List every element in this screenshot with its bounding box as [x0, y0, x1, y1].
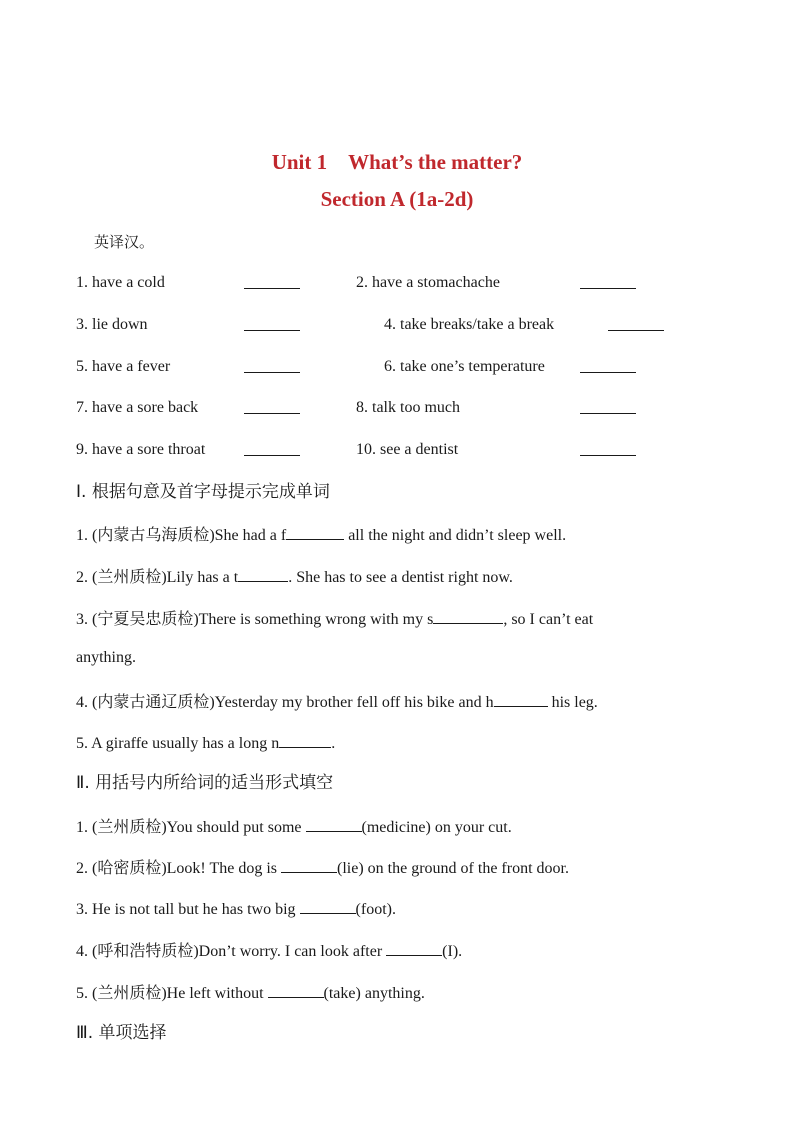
- answer-blank-4[interactable]: [608, 315, 664, 337]
- item-text-pre: 3. (宁夏吴忠质检)There is something wrong with my s: [76, 611, 434, 628]
- phrase-1: 1. have a cold: [76, 274, 165, 291]
- fill-blank[interactable]: [306, 816, 362, 832]
- item-text-post: (medicine) on your cut.: [361, 819, 512, 836]
- intro-instruction: 英译汉。: [94, 233, 155, 251]
- item-text-post: (lie) on the ground of the front door.: [337, 860, 569, 877]
- item-text-post: , so I can’t eat: [503, 611, 594, 628]
- item-text-post: (I).: [442, 943, 463, 960]
- phrase-4: 4. take breaks/take a break: [384, 316, 555, 333]
- item-text-post: .: [331, 735, 336, 752]
- answer-blank-5[interactable]: [244, 357, 300, 379]
- section-1-item-2: [76, 566, 513, 588]
- item-text-post: (foot).: [355, 901, 396, 918]
- section-3-heading: Ⅲ. 单项选择: [76, 1023, 167, 1043]
- item-text-pre: 1. (兰州质检)You should put some: [76, 819, 306, 836]
- answer-blank-7[interactable]: [244, 398, 300, 420]
- section-2-heading: Ⅱ. 用括号内所给词的适当形式填空: [76, 773, 334, 793]
- phrase-5: 5. have a fever: [76, 358, 171, 375]
- section-1-item-5: [76, 732, 335, 754]
- fill-blank[interactable]: [281, 857, 337, 873]
- section-1-item-4: [76, 691, 598, 713]
- item-text-pre: 2. (兰州质检)Lily has a t: [76, 569, 239, 586]
- answer-blank-10[interactable]: [580, 440, 636, 462]
- answer-blank-9[interactable]: [244, 440, 300, 462]
- item-text-pre: 3. He is not tall but he has two big: [76, 901, 300, 918]
- item-text-pre: 1. (内蒙古乌海质检)She had a f: [76, 527, 287, 544]
- item-text-post: . She has to see a dentist right now.: [288, 569, 513, 586]
- phrase-9: 9. have a sore throat: [76, 441, 206, 458]
- fill-blank[interactable]: [494, 691, 548, 707]
- section-2-item-4: [76, 940, 462, 962]
- item-text-post: (take) anything.: [323, 985, 425, 1002]
- page-subtitle: Section A (1a-2d): [320, 187, 474, 211]
- section-1-item-3-continued: anything.: [76, 649, 136, 666]
- section-2-item-5: [76, 982, 425, 1004]
- item-text-pre: 5. (兰州质检)He left without: [76, 985, 268, 1002]
- section-1-item-3: [76, 608, 593, 630]
- fill-blank[interactable]: [286, 524, 344, 540]
- page-title: Unit 1 What’s the matter?: [271, 150, 523, 174]
- section-1-heading: Ⅰ. 根据句意及首字母提示完成单词: [76, 482, 330, 502]
- fill-blank[interactable]: [279, 732, 331, 748]
- phrase-6: 6. take one’s temperature: [384, 358, 545, 375]
- section-1-item-1: [76, 524, 566, 546]
- fill-blank[interactable]: [300, 898, 356, 914]
- answer-blank-1[interactable]: [244, 273, 300, 295]
- answer-blank-3[interactable]: [244, 315, 300, 337]
- fill-blank[interactable]: [268, 982, 324, 998]
- phrase-2: 2. have a stomachache: [356, 274, 500, 291]
- section-2-item-2: [76, 857, 569, 879]
- phrase-10: 10. see a dentist: [356, 441, 459, 458]
- phrase-3: 3. lie down: [76, 316, 148, 333]
- phrase-7: 7. have a sore back: [76, 399, 199, 416]
- item-text-post: his leg.: [547, 694, 598, 711]
- fill-blank[interactable]: [433, 608, 503, 624]
- item-text-pre: 2. (哈密质检)Look! The dog is: [76, 860, 282, 877]
- answer-blank-6[interactable]: [580, 357, 636, 379]
- item-text-post: all the night and didn’t sleep well.: [344, 527, 567, 544]
- item-text-pre: 5. A giraffe usually has a long n: [76, 735, 280, 752]
- fill-blank[interactable]: [386, 940, 442, 956]
- answer-blank-8[interactable]: [580, 398, 636, 420]
- answer-blank-2[interactable]: [580, 273, 636, 295]
- section-2-item-3: [76, 898, 396, 920]
- item-text-pre: 4. (呼和浩特质检)Don’t worry. I can look after: [76, 943, 387, 960]
- fill-blank[interactable]: [238, 566, 288, 582]
- section-2-item-1: [76, 816, 512, 838]
- item-text-pre: 4. (内蒙古通辽质检)Yesterday my brother fell off his bike and h: [76, 694, 494, 711]
- phrase-8: 8. talk too much: [356, 399, 460, 416]
